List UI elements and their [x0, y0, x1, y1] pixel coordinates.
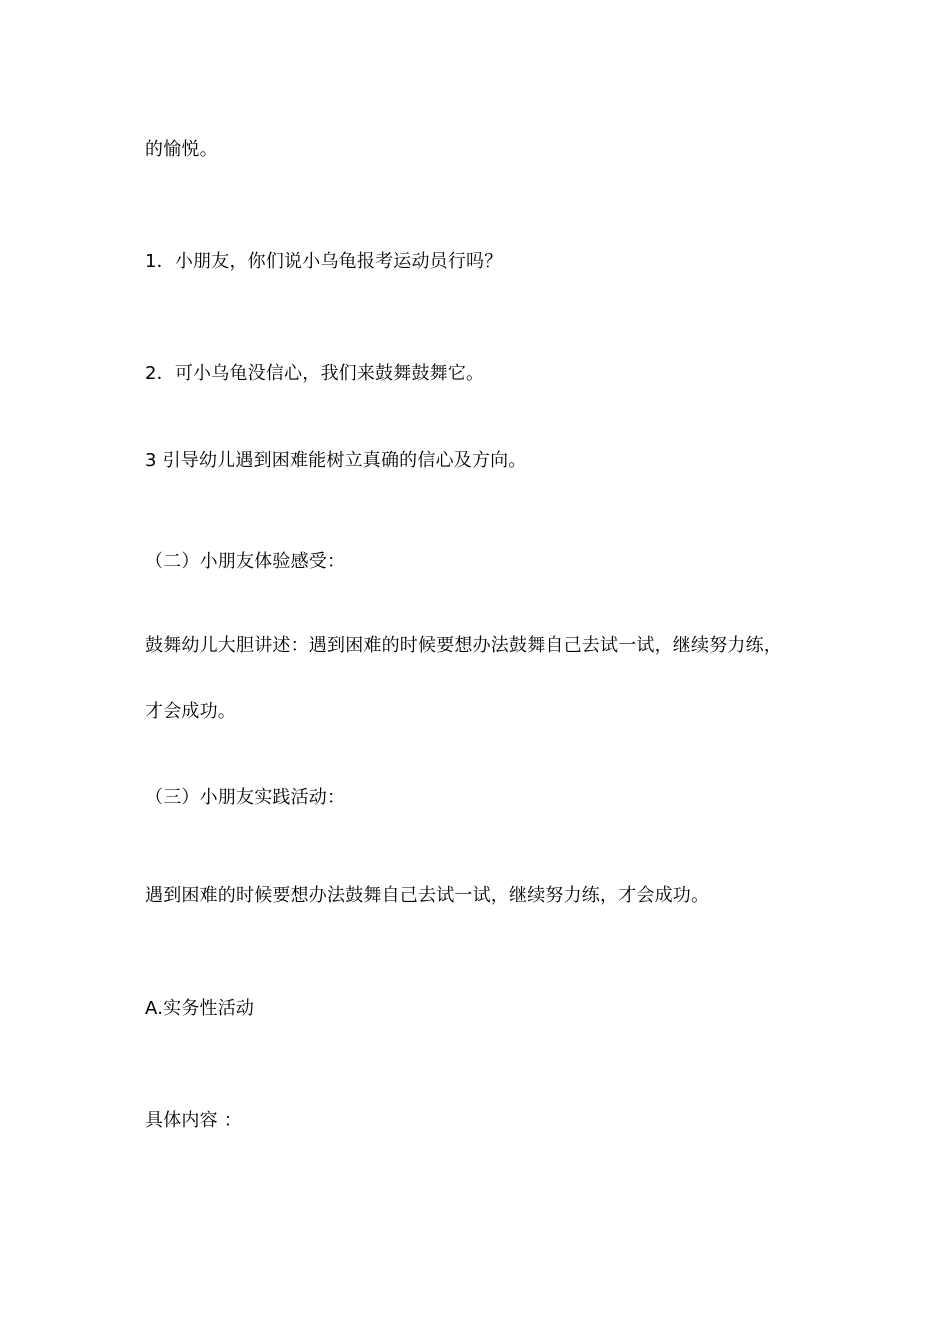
paragraph-line: 才会成功。: [145, 701, 236, 722]
paragraph-line: 遇到困难的时候要想办法鼓舞自己去试一试，继续努力练，才会成功。: [145, 885, 710, 906]
list-item-3: 3 引导幼儿遇到困难能树立真确的信心及方向。: [145, 450, 527, 471]
list-item-1: 1．小朋友，你们说小乌龟报考运动员行吗？: [145, 251, 503, 272]
content-label: 具体内容 ：: [145, 1110, 242, 1131]
section-heading-2: （二）小朋友体验感受：: [145, 551, 346, 572]
paragraph-line: 的愉悦。: [145, 139, 218, 160]
paragraph-line: 鼓舞幼儿大胆讲述：遇到困难的时候要想办法鼓舞自己去试一试，继续努力练，: [145, 635, 782, 656]
subheading-a: A.实务性活动: [145, 998, 255, 1019]
list-item-2: 2．可小乌龟没信心，我们来鼓舞鼓舞它。: [145, 363, 485, 384]
section-heading-3: （三）小朋友实践活动：: [145, 787, 346, 808]
